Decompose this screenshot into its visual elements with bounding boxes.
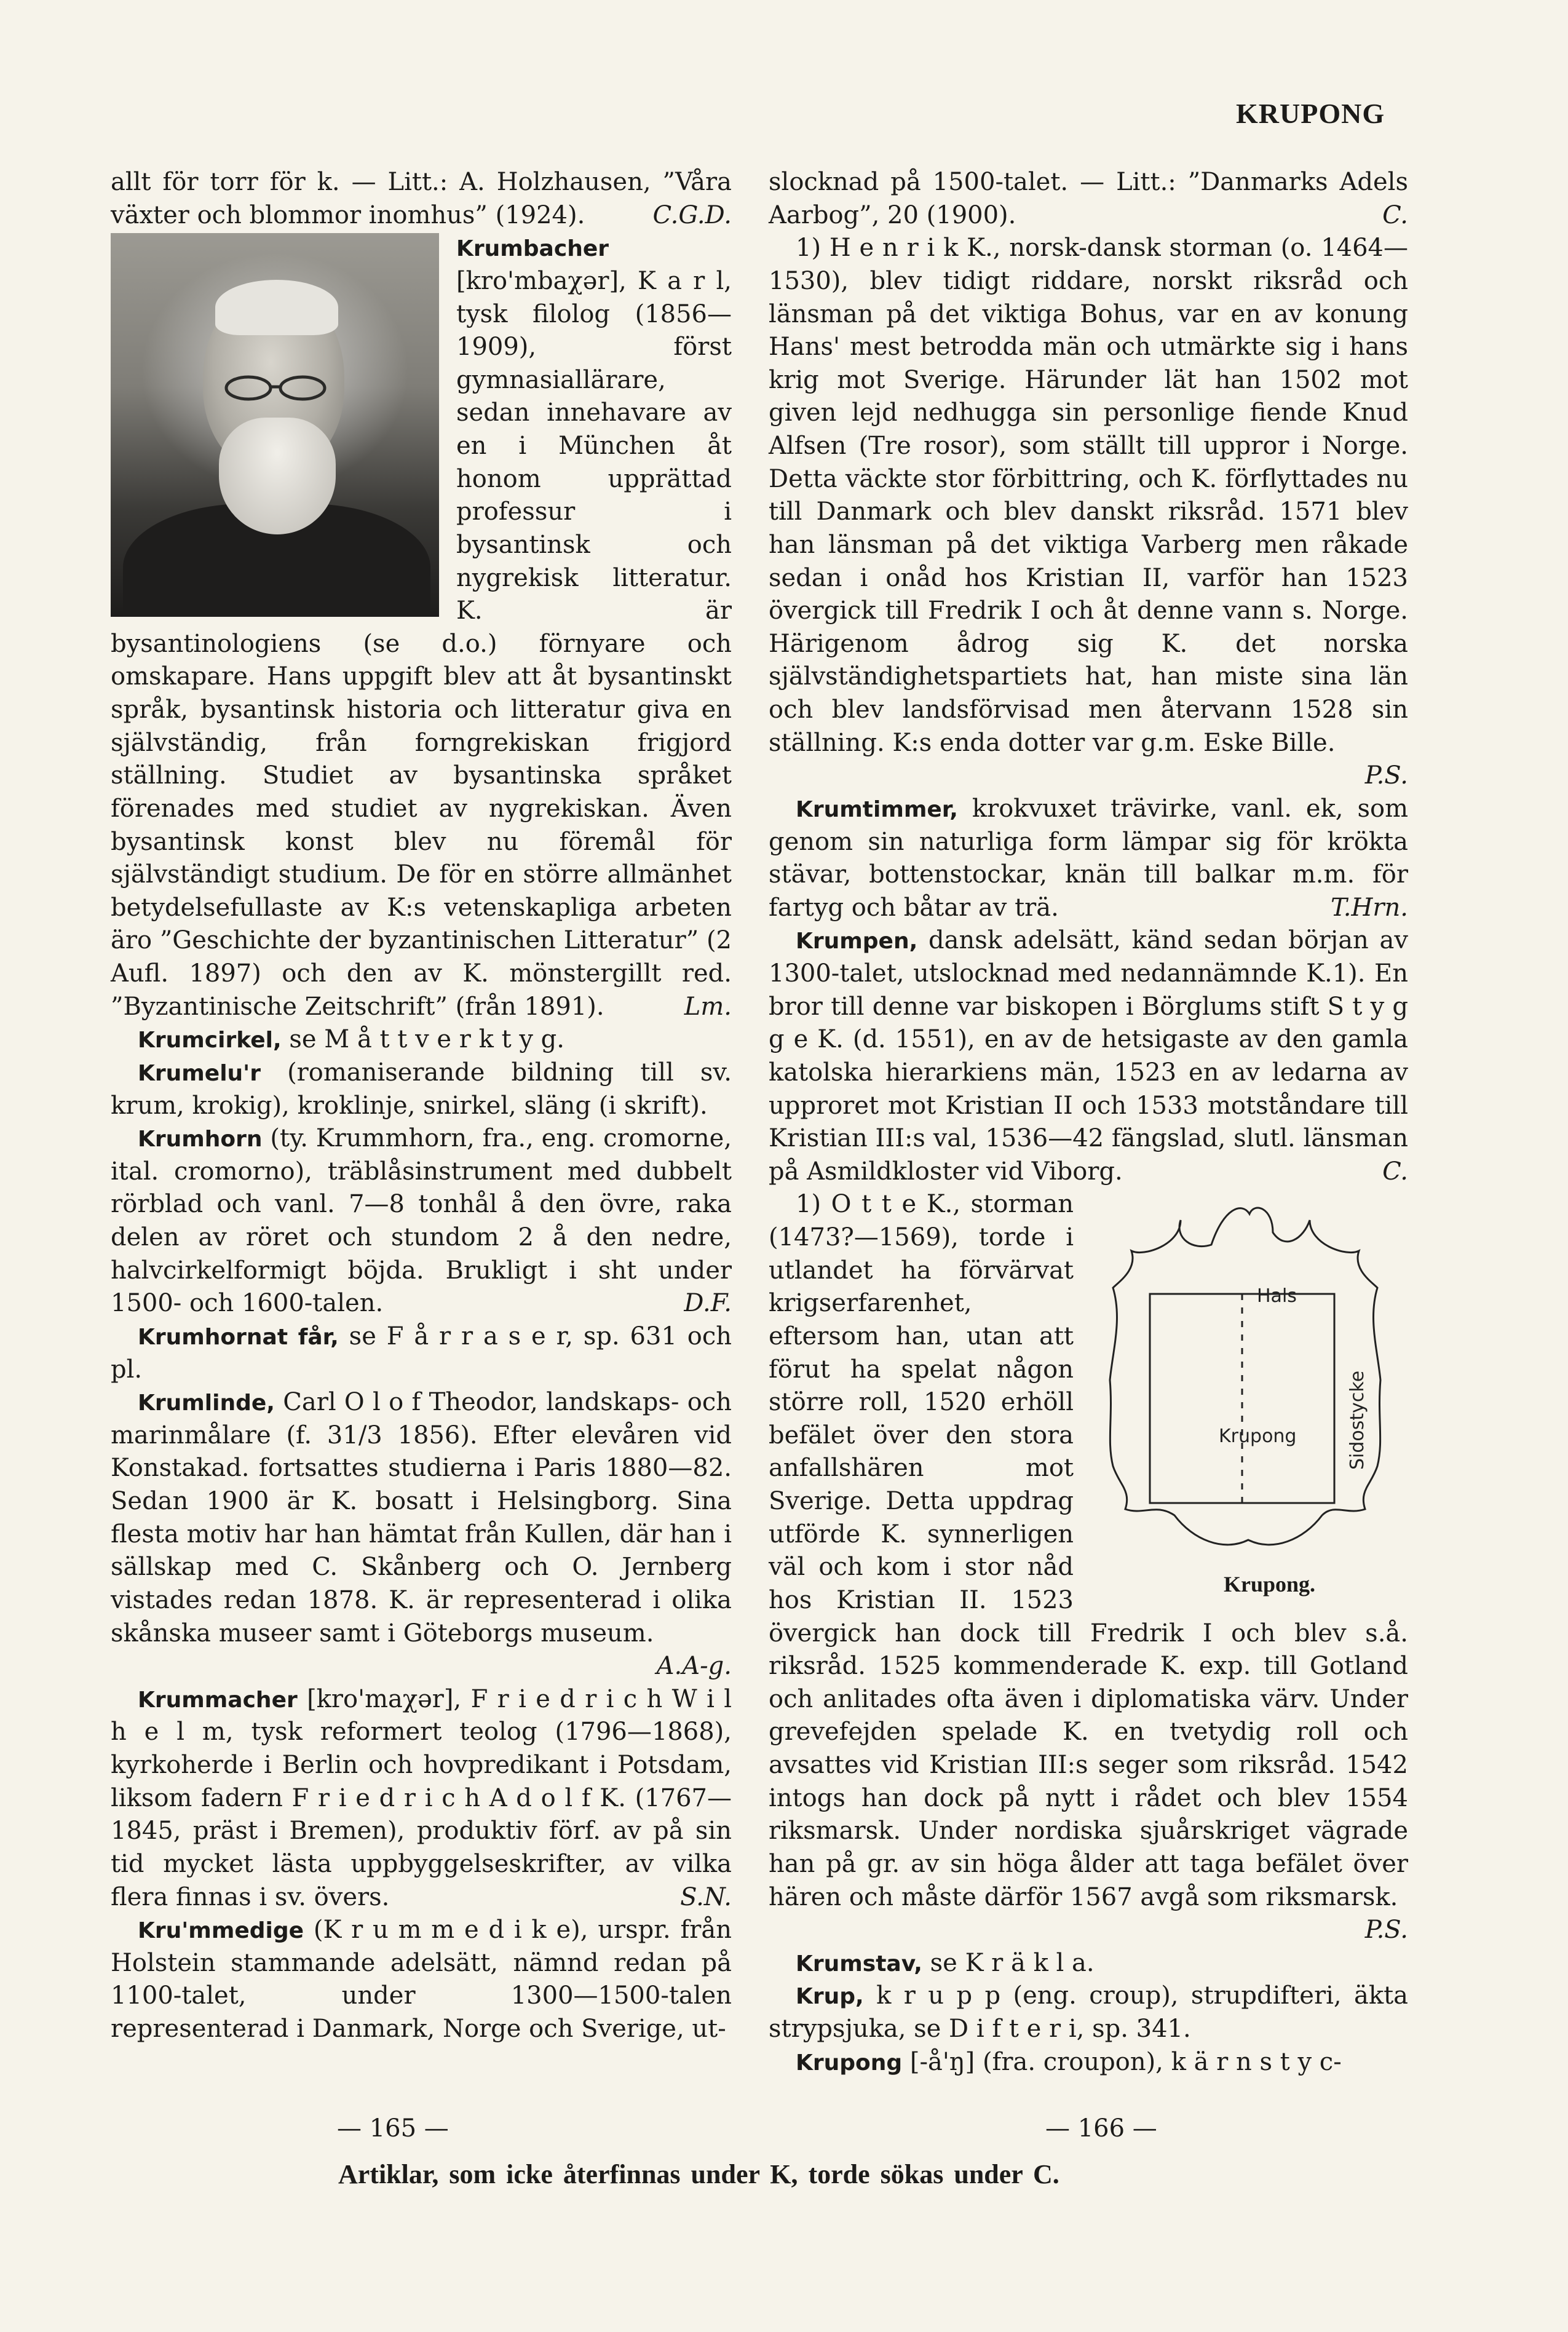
entry-headword: Krumpen, bbox=[796, 929, 918, 954]
author-signature: P.S. bbox=[1364, 761, 1408, 790]
entry-krumtimmer bbox=[769, 793, 1408, 925]
author-signature: T.Hrn. bbox=[1331, 893, 1408, 922]
krupong-hide-diagram bbox=[1088, 1196, 1408, 1597]
entry-headword: Krumcirkel, bbox=[138, 1028, 282, 1053]
entry-text: 1) H e n r i k K., norsk-dansk storman (o. 1464—1530), blev tidigt riddare, norskt riksråd och länsman på det viktiga Bohus, var en av konung Hans' mest betrodda män och utmärkte sig i hans krig mot Sverige. Härunder lät han 1502 mot given lejd nedhugga sin personlige fiende Knud Alfsen (Tre rosor), som ställt till uppror i Norge. Detta väckte stor förbittring, och K. förflyttades nu till Danmark och blev danskt riksråd. 1571 blev han länsman på det viktiga Varberg men råkade sedan i onåd hos Kristian II, varför han 1523 övergick till Fredrik I och åt denne vann s. Norge. Härigenom ådrog sig K. det norska självständighetspartiets hat, han miste sina län och blev landsförvisad men återvann 1528 sin ställning. K:s enda dotter var g.m. Eske Bille. bbox=[769, 234, 1408, 757]
entry-otte-krumpen bbox=[769, 1188, 1408, 1946]
author-signature: C. bbox=[1382, 200, 1408, 229]
entry-text: [-å'ŋ] (fra. croupon), k ä r n s t y c- bbox=[909, 2047, 1342, 2076]
page-number-right: — 166 — bbox=[1045, 2114, 1157, 2143]
author-signature: C. bbox=[1382, 1157, 1408, 1186]
portrait-photo bbox=[111, 233, 439, 617]
entry-krumbacher bbox=[111, 232, 732, 1023]
author-signature: A.A-g. bbox=[656, 1652, 732, 1681]
entry-headword: Krumelu'r bbox=[138, 1060, 261, 1086]
entry-text: krokvuxet trävirke, vanl. ek, som genom sin naturliga form lämpar sig för krökta stävar, bottenstockar, knän till balkar m.m. för fartyg och båtar av trä. bbox=[769, 794, 1408, 922]
entry-text: [kro'maχər], F r i e d r i c h W i l h e l m, tysk reformert teolog (1796—1868), kyrkoherde i Berlin och hovpredikant i Potsdam, liksom fadern F r i e d r i c h A d o l f K. (1767—1845, präst i Bremen), produktiv förf. av på sin tid mycket lästa uppbyggelseskrifter, av vilka flera finnas i sv. övers. bbox=[111, 1684, 732, 1911]
entry-henrik-krummedige bbox=[769, 232, 1408, 793]
author-signature: C.G.D. bbox=[652, 200, 732, 229]
entry-krup bbox=[769, 1980, 1408, 2045]
entry-headword: Krumbacher bbox=[456, 236, 609, 262]
entry-text: se M å t t v e r k t y g. bbox=[289, 1025, 564, 1054]
running-header: KRUPONG bbox=[1236, 98, 1385, 129]
entry-krumlinde bbox=[111, 1386, 732, 1683]
entry-headword: Krumtimmer, bbox=[796, 796, 958, 822]
entry-text: 1) O t t e K., storman (1473?—1569), torde i utlandet ha förvärvat krigserfarenhet, eftersom han, utan att förut ha spelat någon större roll, 1520 erhöll befälet över den stora anfallshären mot Sverige. Detta uppdrag utförde K. synnerligen väl och kom i stor nåd hos Kristian II. 1523 övergick han dock till Fredrik I och blev s.å. riksråd. 1525 kommenderade K. exp. till Gotland och anlitades ofta även i diplomatiska värv. Under grevefejden spelade K. en tvetydig roll och avsattes vid Kristian III:s seger som riksråd. 1542 intogs han dock på nytt i rådet och blev 1554 riksmarsk. Under nordiska sjuårskriget vägrade han på gr. av sin höga ålder att taga befälet över hären och måste därför 1567 avgå som riksmarsk. bbox=[769, 1190, 1408, 1911]
figure-label-sidostycke: Sidostycke bbox=[1347, 1371, 1368, 1470]
entry-text: (ty. Krummhorn, fra., eng. cromorne, ital. cromorno), träblåsinstrument med dubbelt rörblad och vanl. 7—8 tonhål å den övre, raka delen av röret och stundom 2 å den nedre, halvcirkelformigt böjda. Brukligt i sht under 1500- och 1600-talen. bbox=[111, 1124, 732, 1318]
entry-text: [kro'mbaχər], K a r l, tysk filolog (1856—1909), först gymnasiallärare, sedan innehavare av en i München åt honom upprättad professur i bysantinsk och nygrekisk litteratur. K. är bysantinologiens (se d.o.) förnyare och omskapare. Hans uppgift blev att åt bysantinskt språk, bysantinsk historia och litteratur giva en självständig, från forngrekiskan frigjord ställning. Studiet av bysantinska språket förenades med studiet av nygrekiskan. Även bysantinsk konst blev nu föremål för självständigt studium. De för en större allmänhet betydelsefullaste av K:s vetenskapliga arbeten äro ”Geschichte der byzantinischen Litteratur” (2 Aufl. 1897) och den av K. mönstergillt red. ”Byzantinische Zeitschrift” (från 1891). bbox=[111, 266, 732, 1021]
entry-text: k r u p p (eng. croup), strupdifteri, äkta strypsjuka, se D i f t e r i, sp. 341. bbox=[769, 1981, 1408, 2043]
entry-headword: Krumstav, bbox=[796, 1951, 922, 1977]
entry-headword: Krup, bbox=[796, 1984, 864, 2010]
entry-headword: Krupong bbox=[796, 2050, 903, 2076]
entry-krumcirkel bbox=[111, 1023, 732, 1057]
page-footer-note: Artiklar, som icke återfinnas under K, torde sökas under C. bbox=[338, 2159, 1059, 2189]
author-signature: Lm. bbox=[684, 992, 732, 1021]
entry-krumpen bbox=[769, 924, 1408, 1188]
entry-headword: Krumhorn bbox=[138, 1127, 263, 1152]
entry-text: dansk adelsätt, känd sedan början av 1300-talet, utslocknad med nedannämnde K.1). En bror till denne var biskopen i Börglums stift S t y g g e K. (d. 1551), en av de hetsigaste av den gamla katolska hierarkiens män, 1523 en av ledarna av upproret mot Kristian II och 1533 motståndare till Kristian III:s val, 1536—42 fängslad, slutl. länsman på Asmildkloster vid Viborg. bbox=[769, 926, 1409, 1186]
glasses-icon bbox=[220, 375, 331, 402]
entry-krummacher bbox=[111, 1683, 732, 1914]
author-signature: D.F. bbox=[684, 1289, 732, 1318]
entry-krumhorn bbox=[111, 1122, 732, 1320]
entry-headword: Kru'mmedige bbox=[138, 1918, 304, 1944]
entry-text: Carl O l o f Theodor, landskaps- och marinmålare (f. 31/3 1856). Efter elevåren vid Konstakad. fortsattes studierna i Paris 1880—82. Sedan 1900 är K. bosatt i Helsingborg. Sina flesta motiv har han hämtat från Kullen, där han i sällskap med C. Skånberg och O. Jernberg vistades redan 1878. K. är representerad i olika skånska museer samt i Göteborgs museum. bbox=[111, 1388, 732, 1648]
entry-krumhornat-far bbox=[111, 1320, 732, 1386]
entry-krumstav bbox=[769, 1947, 1408, 1980]
entry-krupong bbox=[769, 2046, 1408, 2079]
left-column bbox=[111, 166, 732, 2046]
entry-krumelur bbox=[111, 1057, 732, 1122]
page-number-left: — 165 — bbox=[337, 2114, 449, 2143]
entry-text: (K r u m m e d i k e), urspr. från Holstein stammande adelsätt, nämnd redan på 1100-talet, under 1300—1500-talen representerad i Danmark, Norge och Sverige, ut- bbox=[111, 1916, 732, 2043]
author-signature: S.N. bbox=[680, 1882, 732, 1911]
entry-text: allt för torr för k. — Litt.: A. Holzhausen, ”Våra växter och blommor inomhus” (1924). bbox=[111, 168, 732, 229]
entry-text: slocknad på 1500-talet. — Litt.: ”Danmarks Adels Aarbog”, 20 (1900). bbox=[769, 168, 1408, 229]
entry-headword: Krumlinde, bbox=[138, 1390, 275, 1416]
entry-headword: Krummacher bbox=[138, 1687, 298, 1713]
figure-caption: Krupong. bbox=[1224, 1572, 1316, 1597]
author-signature: P.S. bbox=[1364, 1916, 1408, 1945]
entry-continuation bbox=[769, 166, 1408, 232]
figure-label-krupong: Krupong bbox=[1219, 1426, 1297, 1448]
entry-continuation bbox=[111, 166, 732, 232]
entry-krummedige bbox=[111, 1914, 732, 2046]
entry-text: (romaniserande bildning till sv. krum, krokig), kroklinje, snirkel, släng (i skrift). bbox=[111, 1058, 732, 1120]
entry-headword: Krumhornat får, bbox=[138, 1324, 339, 1350]
entry-text: se K r ä k l a. bbox=[930, 1948, 1095, 1977]
entry-text: se F å r r a s e r, sp. 631 och pl. bbox=[111, 1322, 732, 1384]
right-column bbox=[769, 166, 1408, 2079]
figure-label-hals: Hals bbox=[1257, 1285, 1297, 1307]
